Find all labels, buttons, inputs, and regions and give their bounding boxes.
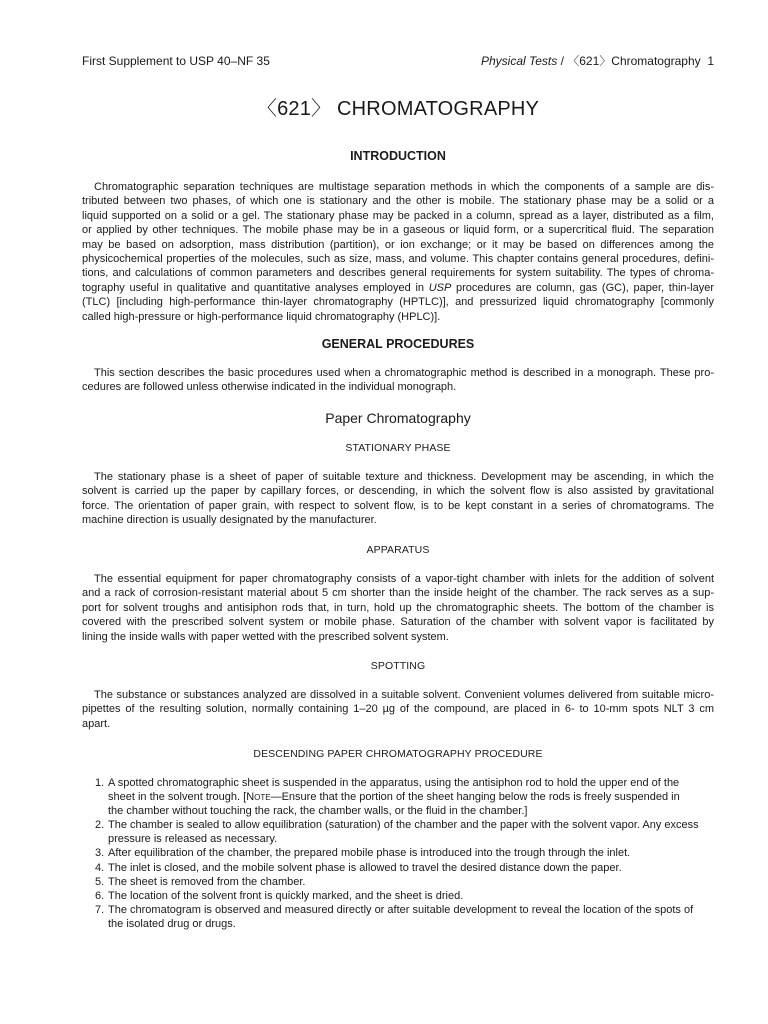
list-item bbox=[82, 846, 714, 860]
list-item-number: 7. bbox=[95, 903, 105, 916]
list-item-line: After equilibration of the chamber, the prepared mobile phase is introduced into the trough through the inlet. bbox=[108, 847, 631, 860]
paragraph-general-procedures bbox=[82, 366, 714, 395]
paragraph-apparatus bbox=[82, 572, 714, 644]
list-item bbox=[82, 818, 714, 846]
paragraph-line: The substance or substances analyzed are dissolved in a suitable solvent. Convenient volumes delivered from suitable micro- bbox=[94, 689, 714, 701]
paragraph-line: The stationary phase is a sheet of paper of suitable texture and thickness. Development may be ascending, in which the bbox=[94, 471, 714, 483]
paragraph-line: tions, and calculations of common parameters and describes general requirements for system suitability. The types of chroma- bbox=[82, 267, 714, 280]
list-item-line: The inlet is closed, and the mobile solvent phase is allowed to travel the desired distance down the paper. bbox=[108, 861, 622, 874]
heading-stationary-phase: STATIONARY PHASE bbox=[345, 442, 451, 454]
paragraph-line: Chromatographic separation techniques are multistage separation methods in which the components of a sample are dis- bbox=[94, 181, 714, 193]
list-item bbox=[82, 889, 714, 903]
paragraph-line: tography useful in qualitative and quantitative analyses employed in USP procedures are column, gas (GC), paper, thin-layer bbox=[82, 281, 715, 294]
paragraph-introduction bbox=[82, 180, 714, 324]
chapter-title: 〈621〉 CHROMATOGRAPHY bbox=[256, 98, 540, 120]
paragraph-line: The essential equipment for paper chromatography consists of a vapor-tight chamber with inlets for the addition of solvent bbox=[94, 573, 714, 585]
paragraph-stationary-phase bbox=[82, 470, 714, 528]
list-item bbox=[82, 903, 714, 931]
heading-spotting: SPOTTING bbox=[370, 660, 426, 672]
list-item-number: 6. bbox=[95, 889, 105, 902]
paragraph-line: and a rack of corrosion-resistant material about 5 cm shorter than the inside height of the chamber. The rack serves as a sup- bbox=[82, 587, 714, 600]
list-item-line: the isolated drug or drugs. bbox=[108, 917, 236, 930]
paragraph-line: called high-pressure or high-performance liquid chromatography (HPLC)]. bbox=[82, 310, 441, 323]
paragraph-line: pipettes of the resulting solution, normally containing 1–20 µg of the compound, are placed in 6- to 10-mm spots NLT 3 cm bbox=[82, 703, 714, 716]
header-right-rest: / 〈621〉Chromatography 1 bbox=[557, 54, 714, 68]
list-item-line: The chamber is sealed to allow equilibration (saturation) of the chamber and the paper with the solvent vapor. Any excess bbox=[108, 819, 699, 832]
heading-apparatus: APPARATUS bbox=[366, 544, 430, 556]
list-item-line: The chromatogram is observed and measured directly or after suitable development to reveal the location of the spots of bbox=[108, 903, 694, 916]
paragraph-line: solvent is carried up the paper by capillary forces, or descending, in which the solvent flow is also assisted by gravitational bbox=[82, 485, 714, 498]
paragraph-line: covered with the prescribed solvent system or mobile phase. Saturation of the chamber with solvent vapor is facilitated by bbox=[82, 616, 714, 629]
procedure-list bbox=[82, 776, 714, 931]
paragraph-line: This section describes the basic procedures used when a chromatographic method is described in a monograph. These pro- bbox=[94, 367, 714, 379]
list-item-line: The location of the solvent front is quickly marked, and the sheet is dried. bbox=[108, 889, 464, 902]
paragraph-line: liquid supported on a solid or a gel. The stationary phase may be packed in a column, spread as a layer, distributed as a film, bbox=[82, 209, 714, 222]
paragraph-line: force. The orientation of paper grain, with respect to solvent flow, is to be kept constant in a series of chromatograms. The bbox=[82, 499, 714, 512]
list-item-line: sheet in the solvent trough. [Note—Ensure that the portion of the sheet hanging below the rods is freely suspended in bbox=[108, 791, 680, 804]
paragraph-line: (TLC) [including high-performance thin-layer chromatography (HPTLC)], and pressurized liquid chromatography [commonly bbox=[82, 296, 714, 309]
heading-general-procedures: GENERAL PROCEDURES bbox=[321, 337, 475, 351]
heading-introduction: INTRODUCTION bbox=[350, 149, 446, 163]
paragraph-line: lining the inside walls with paper wetted with the prescribed solvent system. bbox=[82, 630, 449, 643]
paragraph-line: may be based on adsorption, mass distribution (partition), or ion exchange; or it may be based on differences among the bbox=[82, 238, 714, 251]
list-item-number: 4. bbox=[95, 861, 105, 874]
list-item bbox=[82, 861, 714, 875]
heading-paper-chromatography: Paper Chromatography bbox=[325, 410, 471, 426]
paragraph-line: physicochemical properties of the molecules, such as size, mass, and volume. This chapter contains general procedures, defini- bbox=[82, 253, 714, 266]
header-right-italic: Physical Tests bbox=[480, 54, 558, 68]
header-right bbox=[481, 53, 714, 69]
paragraph-line: apart. bbox=[82, 717, 111, 730]
paragraph-line: cedures are followed unless otherwise indicated in the individual monograph. bbox=[82, 381, 457, 394]
paragraph-spotting bbox=[82, 688, 714, 731]
list-item-number: 5. bbox=[95, 875, 105, 888]
header-left: First Supplement to USP 40–NF 35 bbox=[82, 54, 270, 68]
paragraph-line: machine direction is usually designated by the manufacturer. bbox=[82, 514, 377, 527]
heading-descending-procedure: DESCENDING PAPER CHROMATOGRAPHY PROCEDURE bbox=[253, 748, 543, 760]
list-item bbox=[82, 776, 714, 818]
paragraph-line: tributed between two phases, of which one is stationary and the other is mobile. The stationary phase may be a solid or a bbox=[82, 195, 714, 208]
list-item-number: 2. bbox=[95, 819, 105, 832]
list-item-number: 1. bbox=[95, 777, 105, 789]
paragraph-line: or applied by other techniques. The mobile phase may be in a gaseous or liquid form, or a supercritical fluid. The separation bbox=[82, 224, 714, 237]
list-item-number: 3. bbox=[95, 847, 105, 860]
list-item bbox=[82, 875, 714, 889]
list-item-line: A spotted chromatographic sheet is suspended in the apparatus, using the antisiphon rod to hold the upper end of the bbox=[108, 777, 680, 789]
list-item-line: The sheet is removed from the chamber. bbox=[108, 875, 306, 888]
list-item-line: pressure is released as necessary. bbox=[108, 833, 278, 846]
list-item-line: the chamber without touching the rack, the chamber walls, or the fluid in the chamber.] bbox=[108, 805, 528, 818]
paragraph-line: port for solvent troughs and antisiphon rods that, in turn, hold up the chromatographic sheets. The bottom of the chamber is bbox=[82, 601, 714, 614]
